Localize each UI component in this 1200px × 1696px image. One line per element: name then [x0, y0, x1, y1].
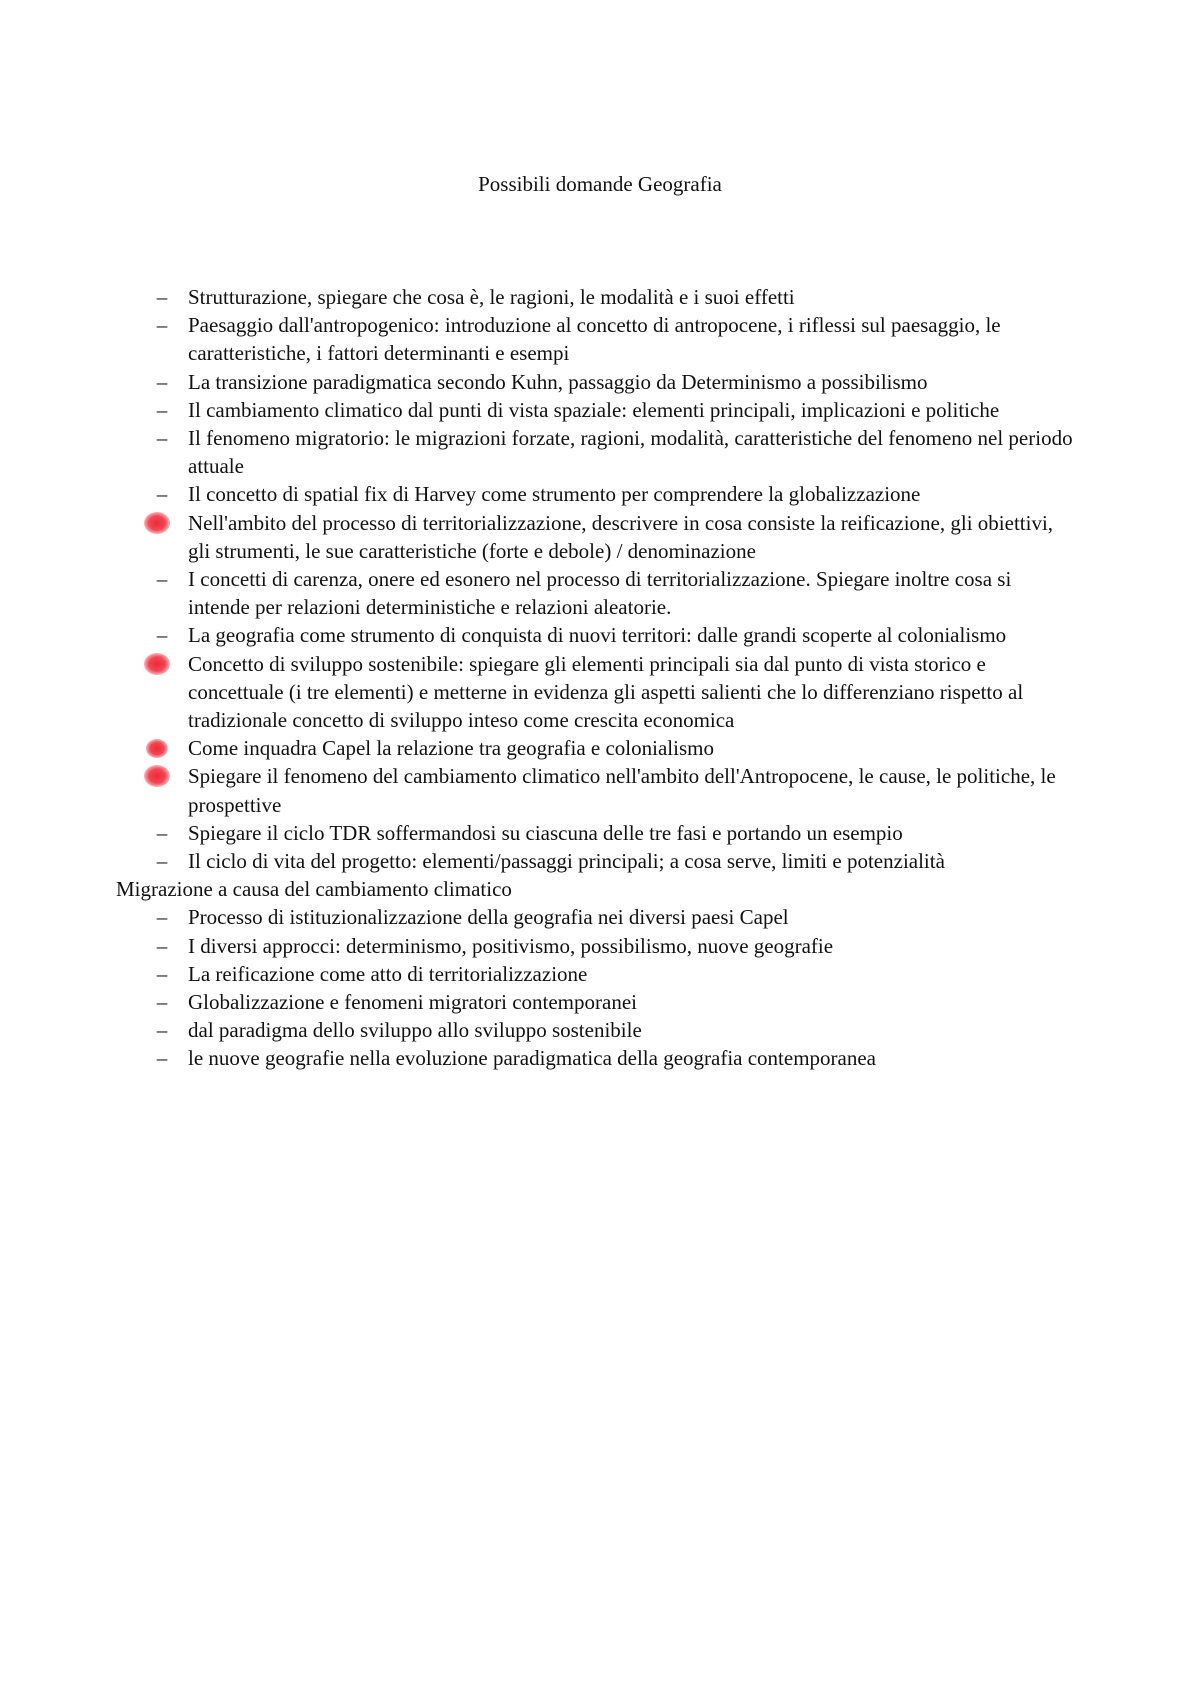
list-item [116, 903, 1076, 931]
list-item [116, 847, 1076, 875]
question-text: La transizione paradigmatica secondo Kuhn, passaggio da Determinismo a possibilismo [188, 369, 928, 394]
dash-bullet: – [156, 567, 168, 592]
question-text: Come inquadra Capel la relazione tra geografia e colonialismo [188, 736, 714, 761]
list-item [116, 424, 1076, 480]
question-text: Spiegare il ciclo TDR soffermandosi su ciascuna delle tre fasi e portando un esempio [188, 820, 903, 845]
dash-bullet: – [156, 849, 168, 874]
list-item [116, 819, 1076, 847]
red-highlight-marker [144, 512, 170, 534]
list-item [116, 311, 1076, 367]
list-item [116, 762, 1076, 818]
dash-bullet: – [156, 905, 168, 930]
question-text: Il concetto di spatial fix di Harvey come strumento per comprendere la globalizzazione [188, 482, 921, 507]
dash-bullet: – [156, 1018, 168, 1043]
list-item [116, 1044, 1076, 1072]
list-item [116, 565, 1076, 621]
list-item [116, 396, 1076, 424]
list-item [116, 988, 1076, 1016]
dash-bullet: – [156, 623, 168, 648]
list-item [116, 283, 1076, 311]
dash-bullet: – [156, 990, 168, 1015]
question-text: Strutturazione, spiegare che cosa è, le ragioni, le modalità e i suoi effetti [188, 285, 795, 309]
red-highlight-marker [146, 739, 168, 758]
list-item [116, 650, 1076, 735]
question-text: La geografia come strumento di conquista di nuovi territori: dalle grandi scoperte al colonialismo [188, 623, 1007, 648]
question-text: dal paradigma dello sviluppo allo sviluppo sostenibile [188, 1018, 642, 1043]
question-text: Concetto di sviluppo sostenibile: spiegare gli elementi principali sia dal punto di vista storico e concettuale (i tre elementi) e metterne in evidenza gli aspetti salienti che lo differenziano rispetto al tradizionale concetto di sviluppo inteso come crescita economica [188, 651, 1024, 733]
question-text: Nell'ambito del processo di territorializzazione, descrivere in cosa consiste la reificazione, gli obiettivi, gli strumenti, le sue caratteristiche (forte e debole) / denominazione [188, 510, 1054, 563]
dash-bullet: – [156, 1046, 168, 1071]
question-text: La reificazione come atto di territorializzazione [188, 961, 588, 986]
question-text: Il fenomeno migratorio: le migrazioni forzate, ragioni, modalità, caratteristiche del fenomeno nel periodo attuale [188, 426, 1073, 479]
dash-bullet: – [156, 933, 168, 958]
list-item [116, 875, 1076, 903]
question-text: I concetti di carenza, onere ed esonero nel processo di territorializzazione. Spiegare inoltre cosa si intende per relazioni deterministiche e relazioni aleatorie. [188, 567, 1012, 620]
list-item [116, 621, 1076, 649]
dash-bullet: – [156, 482, 168, 507]
question-text: Migrazione a causa del cambiamento climatico [116, 877, 512, 902]
list-item [116, 734, 1076, 762]
list-item [116, 960, 1076, 988]
dash-bullet: – [156, 397, 168, 422]
question-text: Il ciclo di vita del progetto: elementi/passaggi principali; a cosa serve, limiti e potenzialità [188, 849, 945, 874]
list-item [116, 509, 1076, 565]
dash-bullet: – [156, 820, 168, 845]
list-item [116, 1016, 1076, 1044]
question-text: le nuove geografie nella evoluzione paradigmatica della geografia contemporanea [188, 1046, 876, 1071]
question-text: Paesaggio dall'antropogenico: introduzione al concetto di antropocene, i riflessi sul paesaggio, le caratteristiche, i fattori determinanti e esempi [188, 313, 1001, 366]
dash-bullet: – [156, 426, 168, 451]
question-text: I diversi approcci: determinismo, positivismo, possibilismo, nuove geografie [188, 933, 834, 958]
question-text: Spiegare il fenomeno del cambiamento climatico nell'ambito dell'Antropocene, le cause, le politiche, le prospettive [188, 764, 1056, 817]
dash-bullet: – [156, 285, 168, 309]
list-item [116, 368, 1076, 396]
list-item [116, 480, 1076, 508]
dash-bullet: – [156, 369, 168, 394]
page-title: Possibili domande Geografia [478, 172, 722, 196]
list-item [116, 932, 1076, 960]
question-list [116, 283, 1076, 1073]
question-text: Globalizzazione e fenomeni migratori contemporanei [188, 990, 637, 1015]
dash-bullet: – [156, 961, 168, 986]
question-text: Processo di istituzionalizzazione della geografia nei diversi paesi Capel [188, 905, 789, 930]
red-highlight-marker [144, 653, 170, 675]
question-text: Il cambiamento climatico dal punti di vista spaziale: elementi principali, implicazioni e politiche [188, 397, 1000, 422]
red-highlight-marker [144, 765, 170, 787]
dash-bullet: – [156, 313, 168, 338]
